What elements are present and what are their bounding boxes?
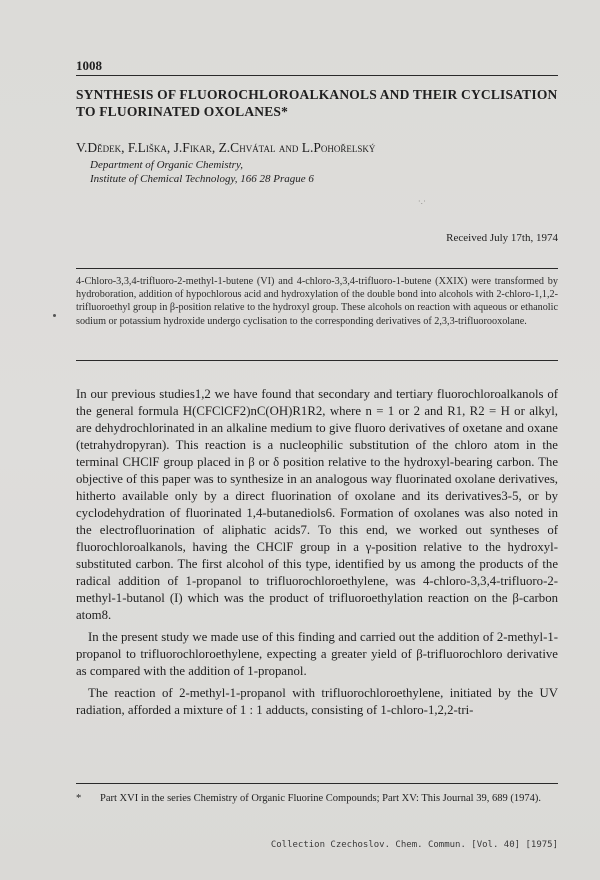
footnote-text: Part XVI in the series Chemistry of Organic Fluorine Compounds; Part XV: This Journal 39, 689 (1974).: [100, 793, 541, 804]
abstract-body: 4-Chloro-3,3,4-trifluoro-2-methyl-1-butene (VI) and 4-chloro-3,3,4-trifluoro-1-butene (XXIX) were transformed by hydroboration, addition of hypochlorous acid and hydroxylation of the double bond into alcohols with 2-chloro-1,1,2-trifluoroethyl group in β-position relative to the hydroxyl group. These alcohols on reaction with aqueous or ethanolic sodium or potassium hydroxide undergo cyclisation to the corresponding derivatives of 2,3,3-trifluorooxolane.: [76, 276, 558, 327]
affiliation-line-2: Institute of Chemical Technology, 166 28 Prague 6: [90, 173, 314, 185]
received-date: Received July 17th, 1974: [446, 232, 558, 244]
main-text: [76, 386, 558, 719]
footnote-rule: [76, 783, 558, 784]
margin-dot: [53, 314, 56, 317]
author-list: V.Dědek, F.Liška, J.Fikar, Z.Chvátal and L.Pohořelský: [76, 140, 376, 155]
header-rule: [76, 75, 558, 76]
affiliation-line-1: Department of Organic Chemistry,: [90, 159, 243, 171]
page-number: 1008: [76, 58, 102, 73]
paragraph-1: In our previous studies1,2 we have found that secondary and tertiary fluorochloroalkanols of the general formula H(CFClCF2)nC(OH)R1R2, where n = 1 or 2 and R1, R2 = H or alkyl, are dehydrochlorinated in an alkaline medium to give fluoro derivatives of oxetane and oxane (tetrahydropyran). This reaction is a nucleophilic substitution of the chloro atom in the terminal CHClF group placed in β or δ position relative to the hydroxyl-bearing carbon. The objective of this paper was to synthesize in an analogous way fluorinated oxolane derivatives, hitherto available only by a direct fluorination of oxolane and its derivatives3-5, or by cyclodehydration of fluorinated 1,4-butanediols6. Formation of oxolanes was also noted in the electrofluorination of aliphatic acids7. To this end, we worked out syntheses of fluorochloroalkanols, having the CHClF group in a γ-position relative to the hydroxyl-substituted carbon. The first alcohol of this type, identified by us among the products of the radical addition of 1-propanol to trifluorochloroethylene, was 4-chloro-3,3,4-trifluoro-2-methyl-1-butanol (I) which was the product of trifluoroethylation reaction on the β-carbon atom8.: [76, 387, 558, 622]
paragraph-3: The reaction of 2-methyl-1-propanol with trifluorochloroethylene, initiated by the UV radiation, afforded a mixture of 1 : 1 adducts, consisting of 1-chloro-1,2,2-tri-: [76, 686, 558, 717]
footnote: [76, 792, 558, 806]
abstract-bottom-rule: [76, 360, 558, 361]
paragraph-2: In the present study we made use of this finding and carried out the addition of 2-methyl-1-propanol to trifluorochloroethylene, expecting a greater yield of β-trifluorochloro derivative as compared with the addition of 1-propanol.: [76, 630, 558, 678]
abstract-top-rule: [76, 268, 558, 269]
abstract-text: [76, 275, 558, 328]
article-title: SYNTHESIS OF FLUOROCHLOROALKANOLS AND THEIR CYCLISATION TO FLUORINATED OXOLANES*: [76, 87, 558, 119]
faint-mark: ·.·: [418, 197, 426, 206]
footnote-mark: *: [76, 793, 82, 804]
affiliation: [90, 158, 560, 186]
journal-reference: Collection Czechoslov. Chem. Commun. [Vol. 40] [1975]: [270, 840, 558, 850]
